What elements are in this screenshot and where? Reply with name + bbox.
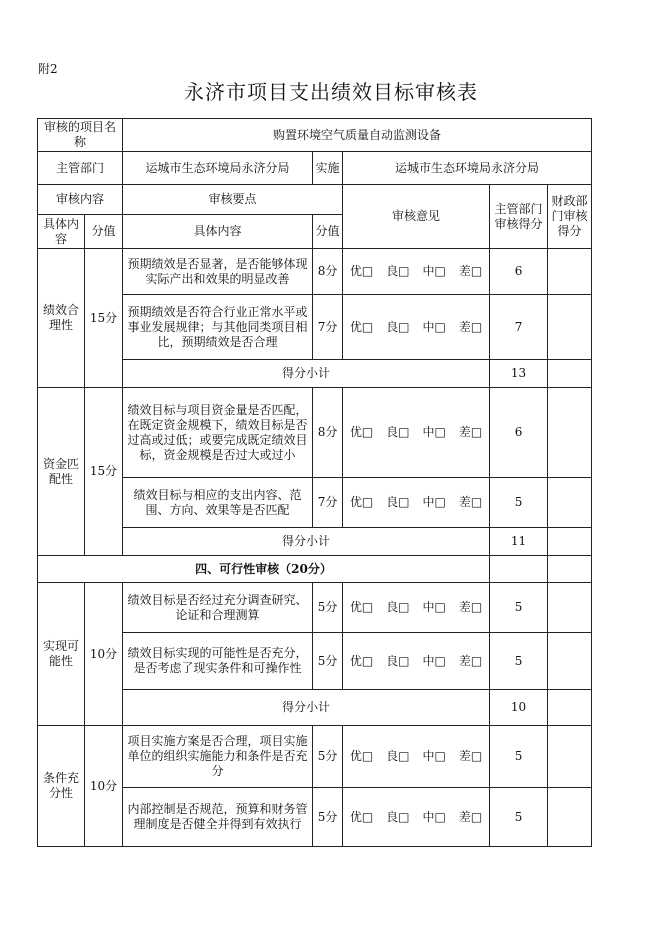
option-good[interactable]: 良□ [386, 749, 410, 763]
group-name: 资金匹配性 [38, 388, 85, 556]
finance-score[interactable] [548, 788, 592, 847]
finance-score[interactable] [548, 633, 592, 690]
group-value: 10分 [85, 726, 123, 847]
item-text: 预期绩效是否显著，是否能够体现实际产出和效果的明显改善 [123, 249, 313, 295]
item-score: 7分 [313, 295, 343, 360]
item-score: 8分 [313, 249, 343, 295]
empty-cell [548, 556, 592, 583]
department-row [38, 152, 592, 185]
header-finance-score: 财政部门审核得分 [548, 185, 592, 249]
dept-score: 5 [490, 478, 548, 528]
header-dept-score: 主管部门审核得分 [490, 185, 548, 249]
subtotal-value: 11 [490, 528, 548, 556]
group-value: 10分 [85, 583, 123, 726]
option-poor[interactable]: 差□ [458, 653, 483, 668]
option-medium[interactable]: 中□ [422, 809, 446, 824]
project-label: 审核的项目名称 [38, 119, 123, 152]
option-good[interactable]: 良□ [386, 653, 410, 668]
department-value: 运城市生态环境局永济分局 [123, 152, 313, 185]
dept-score: 6 [490, 249, 548, 295]
dept-score: 5 [490, 788, 548, 847]
dept-score: 6 [490, 388, 548, 478]
subtotal-value: 10 [490, 690, 548, 726]
option-good[interactable]: 良□ [386, 809, 410, 824]
opinion-options[interactable] [343, 388, 490, 478]
option-excellent[interactable]: 优□ [349, 425, 374, 439]
option-medium[interactable]: 中□ [422, 495, 446, 509]
option-poor[interactable]: 差□ [458, 495, 483, 509]
option-excellent[interactable]: 优□ [349, 600, 374, 614]
item-text: 内部控制是否规范，预算和财务管理制度是否健全并得到有效执行 [123, 788, 313, 847]
header-row-1 [38, 185, 592, 215]
header-opinion: 审核意见 [343, 185, 490, 249]
dept-score: 5 [490, 726, 548, 788]
item-text: 绩效目标实现的可能性是否充分，是否考虑了现实条件和可操作性 [123, 633, 313, 690]
option-medium[interactable]: 中□ [422, 749, 446, 763]
department-label: 主管部门 [38, 152, 123, 185]
option-excellent[interactable]: 优□ [349, 264, 374, 278]
item-score: 5分 [313, 726, 343, 788]
option-medium[interactable]: 中□ [422, 425, 446, 439]
annex-label: 附2 [38, 62, 58, 76]
group-value: 15分 [85, 388, 123, 556]
header-score: 分值 [313, 215, 343, 249]
option-good[interactable]: 良□ [386, 495, 410, 509]
opinion-options[interactable] [343, 295, 490, 360]
option-excellent[interactable]: 优□ [349, 809, 374, 824]
table-row [38, 249, 592, 295]
empty-cell [490, 556, 548, 583]
implementer-value: 运城市生态环境局永济分局 [343, 152, 592, 185]
subtotal-value: 13 [490, 360, 548, 388]
group-name: 条件充分性 [38, 726, 85, 847]
opinion-options[interactable] [343, 478, 490, 528]
option-poor[interactable]: 差□ [458, 600, 483, 614]
option-good[interactable]: 良□ [386, 425, 410, 439]
implementer-label: 实施 [313, 152, 343, 185]
finance-score[interactable] [548, 528, 592, 556]
section-heading-row [38, 556, 592, 583]
option-medium[interactable]: 中□ [422, 319, 446, 334]
header-content: 审核内容 [38, 185, 123, 215]
group-name: 实现可能性 [38, 583, 85, 726]
option-good[interactable]: 良□ [386, 264, 410, 278]
finance-score[interactable] [548, 388, 592, 478]
item-score: 5分 [313, 633, 343, 690]
opinion-options[interactable] [343, 726, 490, 788]
opinion-options[interactable] [343, 633, 490, 690]
option-poor[interactable]: 差□ [458, 749, 483, 763]
item-text: 项目实施方案是否合理，项目实施单位的组织实施能力和条件是否充分 [123, 726, 313, 788]
option-poor[interactable]: 差□ [458, 319, 483, 334]
table-row [38, 388, 592, 478]
finance-score[interactable] [548, 360, 592, 388]
option-medium[interactable]: 中□ [422, 600, 446, 614]
review-form-table [37, 118, 592, 847]
item-score: 5分 [313, 788, 343, 847]
dept-score: 7 [490, 295, 548, 360]
option-poor[interactable]: 差□ [458, 425, 483, 439]
opinion-options[interactable] [343, 249, 490, 295]
option-poor[interactable]: 差□ [458, 809, 483, 824]
item-text: 绩效目标与相应的支出内容、范围、方向、效果等是否匹配 [123, 478, 313, 528]
subtotal-label: 得分小计 [123, 690, 490, 726]
finance-score[interactable] [548, 726, 592, 788]
item-text: 预期绩效是否符合行业正常水平或事业发展规律；与其他同类项目相比，预期绩效是否合理 [123, 295, 313, 360]
option-excellent[interactable]: 优□ [349, 653, 374, 668]
header-points: 审核要点 [123, 185, 343, 215]
option-medium[interactable]: 中□ [422, 264, 446, 278]
dept-score: 5 [490, 583, 548, 633]
table-row [38, 583, 592, 633]
option-excellent[interactable]: 优□ [349, 319, 374, 334]
option-good[interactable]: 良□ [386, 600, 410, 614]
opinion-options[interactable] [343, 583, 490, 633]
finance-score[interactable] [548, 478, 592, 528]
table-row [38, 726, 592, 788]
option-excellent[interactable]: 优□ [349, 495, 374, 509]
finance-score[interactable] [548, 690, 592, 726]
item-score: 7分 [313, 478, 343, 528]
finance-score[interactable] [548, 249, 592, 295]
section-heading: 四、可行性审核（20分） [38, 556, 490, 583]
subtotal-label: 得分小计 [123, 528, 490, 556]
option-medium[interactable]: 中□ [422, 653, 446, 668]
subtotal-label: 得分小计 [123, 360, 490, 388]
item-score: 5分 [313, 583, 343, 633]
project-row [38, 119, 592, 152]
header-value: 分值 [85, 215, 123, 249]
project-name: 购置环境空气质量自动监测设备 [123, 119, 592, 152]
item-score: 8分 [313, 388, 343, 478]
header-detail: 具体内容 [123, 215, 313, 249]
option-poor[interactable]: 差□ [458, 264, 483, 278]
header-specific: 具体内容 [38, 215, 85, 249]
opinion-options[interactable] [343, 788, 490, 847]
option-excellent[interactable]: 优□ [349, 749, 374, 763]
page-title: 永济市项目支出绩效目标审核表 [184, 80, 478, 104]
dept-score: 5 [490, 633, 548, 690]
item-text: 绩效目标与项目资金量是否匹配，在既定资金规模下，绩效目标是否过高或过低；或要完成既定绩效目标，资金规模是否过大或过小 [123, 388, 313, 478]
group-name: 绩效合理性 [38, 249, 85, 388]
finance-score[interactable] [548, 295, 592, 360]
item-text: 绩效目标是否经过充分调查研究、论证和合理测算 [123, 583, 313, 633]
option-good[interactable]: 良□ [386, 319, 410, 334]
group-value: 15分 [85, 249, 123, 388]
finance-score[interactable] [548, 583, 592, 633]
